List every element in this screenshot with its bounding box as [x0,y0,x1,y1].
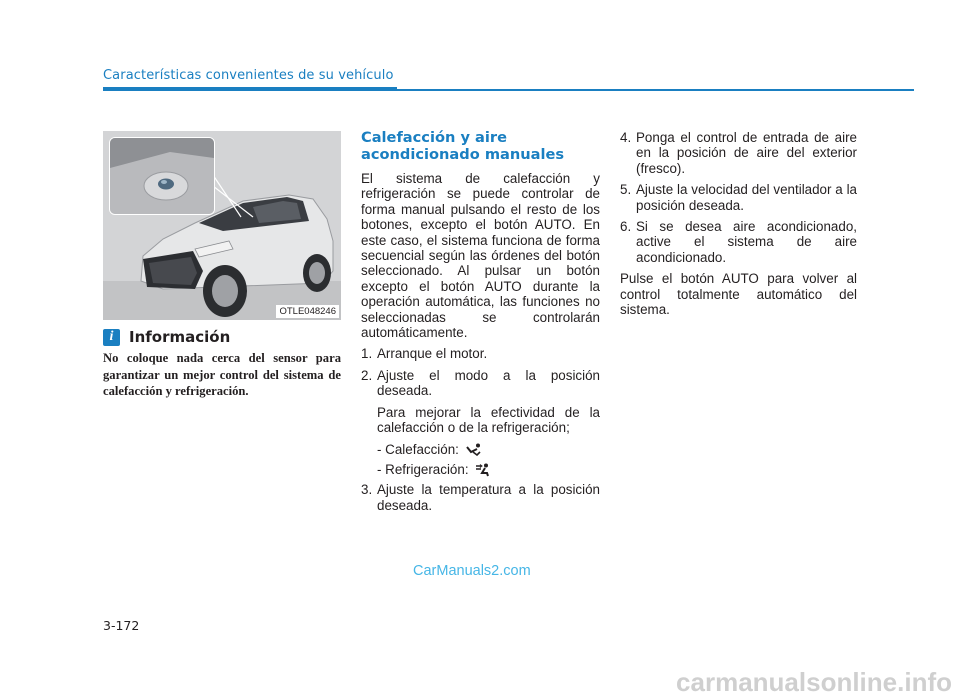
watermark-link[interactable]: CarManuals2.com [413,563,531,579]
cooling-mode-line [377,462,600,477]
intro-paragraph: El sistema de calefacción y refrigeración se puede controlar de forma manual pulsando el resto de los botones, excepto el botón AUTO. En este caso, el sistema funciona de forma secuencial según las órdenes del botón seleccionado. Al pulsar un botón excepto el botón AUTO durante la operación automática, las funciones no seleccionadas se controlarán automáticamente. [361,171,600,341]
column-middle [361,130,600,519]
info-heading [103,328,230,346]
list-item [361,346,600,361]
step-number: 2. [361,367,373,383]
step-number: 1. [361,346,373,362]
step-text: Arranque el motor. [377,346,488,362]
step-text: Ajuste la temperatura a la posición deseada. [377,482,600,513]
column-right [620,130,857,323]
figure-code: OTLE048246 [276,305,339,318]
heating-label: - Calefacción: [377,441,459,457]
sensor-callout [109,137,215,215]
info-icon: i [103,329,120,346]
step-number: 3. [361,482,373,498]
floor-vent-mode-icon [465,443,481,456]
heating-mode-line [377,442,600,457]
vehicle-figure [103,131,341,320]
page-number: 3-172 [103,618,140,633]
step-text: Ponga el control de entrada de aire en la posición de aire del exterior (fresco). [636,130,857,176]
sensor-callout-icon [110,138,214,214]
cooling-label: - Refrigeración: [377,461,469,477]
step-number: 5. [620,182,632,198]
step-number: 4. [620,130,632,145]
closing-paragraph: Pulse el botón AUTO para volver al control totalmente automático del sistema. [620,271,857,318]
list-item [620,130,857,176]
list-item [620,182,857,213]
face-vent-mode-icon [475,463,491,477]
footer-watermark: carmanualsonline.info [676,667,952,697]
header-rule-thin [397,89,914,91]
section-title: Calefacción y aire acondicionado manuales [361,129,565,163]
step-text: Si se desea aire acondicionado, active el sistema de aire acondicionado. [636,219,857,265]
list-item [620,219,857,265]
list-item [361,368,600,399]
header-rule-thick [103,87,397,91]
step-number: 6. [620,219,632,235]
section-header: Características convenientes de su vehículo [103,68,394,83]
list-item [361,482,600,513]
step-text: Ajuste el modo a la posición deseada. [377,367,600,399]
step2-note: Para mejorar la efectividad de la calefacción o de la refrigeración; [377,404,600,436]
step-text: Ajuste la velocidad del ventilador a la posición deseada. [636,182,857,213]
info-title: Información [129,328,231,346]
info-text: No coloque nada cerca del sensor para garantizar un mejor control del sistema de calefacción y refrigeración. [103,351,341,398]
